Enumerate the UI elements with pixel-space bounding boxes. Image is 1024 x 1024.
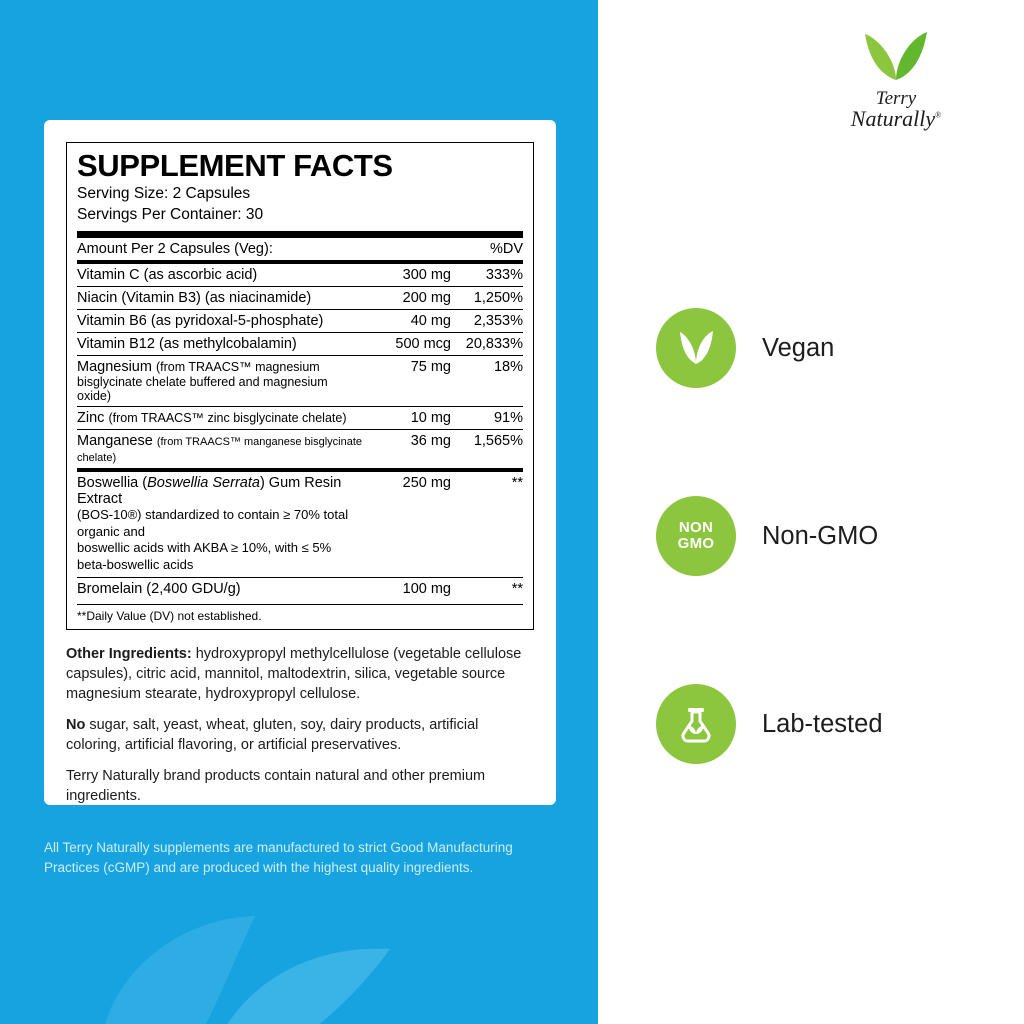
table-row — [77, 429, 523, 468]
table-row — [77, 355, 523, 406]
nutrient-dv: 333% — [485, 266, 523, 283]
badge-vegan — [656, 300, 1016, 396]
nutrition-table — [77, 238, 523, 260]
dv-header: %DV — [489, 240, 523, 257]
other-ingredients-text: hydroxypropyl methylcellulose (vegetable cellulose capsules), citric acid, mannitol, maltodextrin, silica, vegetable source magnesium stearate, hydroxypropyl cellulose. — [66, 646, 522, 703]
lab-tested-badge-circle — [656, 684, 736, 764]
nutrient-name: Magnesium — [77, 358, 152, 375]
table-row — [77, 578, 523, 601]
badge-label: Lab-tested — [762, 709, 883, 738]
no-label: No — [66, 717, 86, 734]
supplement-facts-box — [66, 142, 534, 630]
brand-logo — [822, 0, 970, 158]
leaf-decoration-icon — [90, 874, 420, 1024]
nutrient-amount: 500 mcg — [363, 332, 451, 355]
botanical-detail-line-2: boswellic acids with AKBA ≥ 10%, with ≤ 5% beta-boswellic acids — [77, 540, 332, 573]
nutrient-amount: 10 mg — [363, 406, 451, 429]
table-row — [77, 286, 523, 309]
nutrient-source: (from TRAACS™ manganese bisglycinate chelate) — [77, 435, 363, 464]
nutrient-dv: 1,565% — [451, 429, 523, 468]
nutrient-name: Vitamin B12 (as methylcobalamin) — [77, 332, 363, 355]
nutrient-source: (from TRAACS™ zinc bisglycinate chelate) — [108, 410, 347, 425]
non-gmo-line-2: GMO — [677, 535, 715, 552]
logo-registered-mark: ® — [935, 110, 942, 120]
nutrient-dv: 1,250% — [451, 286, 523, 309]
nutrient-name: Vitamin C (as ascorbic acid) — [77, 266, 258, 283]
botanical-dv: ** — [511, 474, 523, 491]
logo-line-1: Terry — [875, 87, 917, 109]
badge-non-gmo — [656, 488, 1016, 584]
non-gmo-line-1: NON — [678, 519, 714, 537]
nutrient-amount: 75 mg — [363, 355, 451, 406]
nutrient-source: (from TRAACS™ magnesium — [155, 359, 320, 374]
supplement-facts-title: SUPPLEMENT FACTS — [77, 148, 393, 183]
nutrient-name: Vitamin B6 (as pyridoxal-5-phosphate) — [77, 309, 363, 332]
badge-label: Vegan — [762, 333, 835, 362]
botanical-amount: 100 mg — [363, 578, 451, 601]
leaf-icon — [674, 326, 718, 370]
nutrient-amount: 300 mg — [402, 266, 451, 283]
nutrient-name-block — [77, 429, 363, 468]
supplement-facts-card — [44, 120, 556, 805]
botanical-name-b: ) Gum Resin Extract — [77, 474, 342, 507]
brand-note: Terry Naturally brand products contain natural and other premium ingredients. — [66, 768, 486, 805]
nutrient-name-block — [77, 406, 363, 429]
nutrient-dv: 2,353% — [451, 309, 523, 332]
table-row — [77, 264, 523, 287]
other-ingredients-paragraph — [66, 644, 534, 704]
other-ingredients-label: Other Ingredients: — [66, 646, 192, 663]
botanical-name-a: Boswellia ( — [77, 474, 148, 491]
nutrient-amount: 40 mg — [363, 309, 451, 332]
nutrient-source-cont: bisglycinate chelate buffered and magnesium oxide) — [77, 374, 328, 403]
botanical-detail-line-1: (BOS-10®) standardized to contain ≥ 70% total organic and — [77, 506, 349, 539]
other-ingredients-section — [66, 644, 534, 806]
botanical-name-block — [77, 472, 363, 578]
table-row — [77, 309, 523, 332]
nutrient-name: Niacin (Vitamin B3) (as niacinamide) — [77, 286, 363, 309]
table-header-row — [77, 238, 523, 260]
divider-thick — [77, 231, 523, 238]
servings-per-container: Servings Per Container: 30 — [77, 206, 264, 224]
botanicals-table — [77, 472, 523, 601]
lab-flask-leaf-icon — [673, 701, 719, 747]
badges-list — [656, 300, 1016, 864]
free-from-paragraph — [66, 715, 534, 755]
table-row — [77, 472, 523, 578]
botanical-name: Bromelain (2,400 GDU/g) — [77, 578, 363, 601]
nutrient-dv: 91% — [451, 406, 523, 429]
daily-value-footnote: **Daily Value (DV) not established. — [77, 609, 262, 624]
nutrient-name-block — [77, 355, 363, 406]
botanical-latin-name: Boswellia Serrata — [147, 474, 260, 491]
vegan-badge-circle — [656, 308, 736, 388]
leaf-logo-icon — [863, 28, 929, 82]
nutrients-table — [77, 264, 523, 468]
nutrient-dv: 18% — [451, 355, 523, 406]
amount-per-serving-header: Amount Per 2 Capsules (Veg): — [77, 240, 273, 257]
nutrient-amount: 200 mg — [363, 286, 451, 309]
right-white-panel — [598, 0, 1024, 1024]
serving-size: Serving Size: 2 Capsules — [77, 185, 251, 203]
cgmp-note: All Terry Naturally supplements are manufactured to strict Good Manufacturing Practices (cGMP) and are produced with the highest quality ingredients. — [44, 840, 513, 875]
no-text: sugar, salt, yeast, wheat, gluten, soy, dairy products, artificial coloring, artificial flavoring, or artificial preservatives. — [66, 717, 479, 754]
nutrient-name: Manganese — [77, 432, 153, 449]
table-row — [77, 332, 523, 355]
non-gmo-icon — [678, 520, 715, 552]
botanical-dv: ** — [451, 578, 523, 601]
amount-col-spacer — [363, 238, 451, 260]
badge-label: Non-GMO — [762, 521, 879, 550]
nutrient-amount: 36 mg — [363, 429, 451, 468]
logo-line-2: Naturally — [850, 105, 936, 131]
nutrient-name: Zinc — [77, 409, 105, 426]
badge-lab-tested — [656, 676, 1016, 772]
nutrient-dv: 20,833% — [451, 332, 523, 355]
botanical-amount: 250 mg — [402, 474, 451, 491]
non-gmo-badge-circle — [656, 496, 736, 576]
table-row — [77, 406, 523, 429]
